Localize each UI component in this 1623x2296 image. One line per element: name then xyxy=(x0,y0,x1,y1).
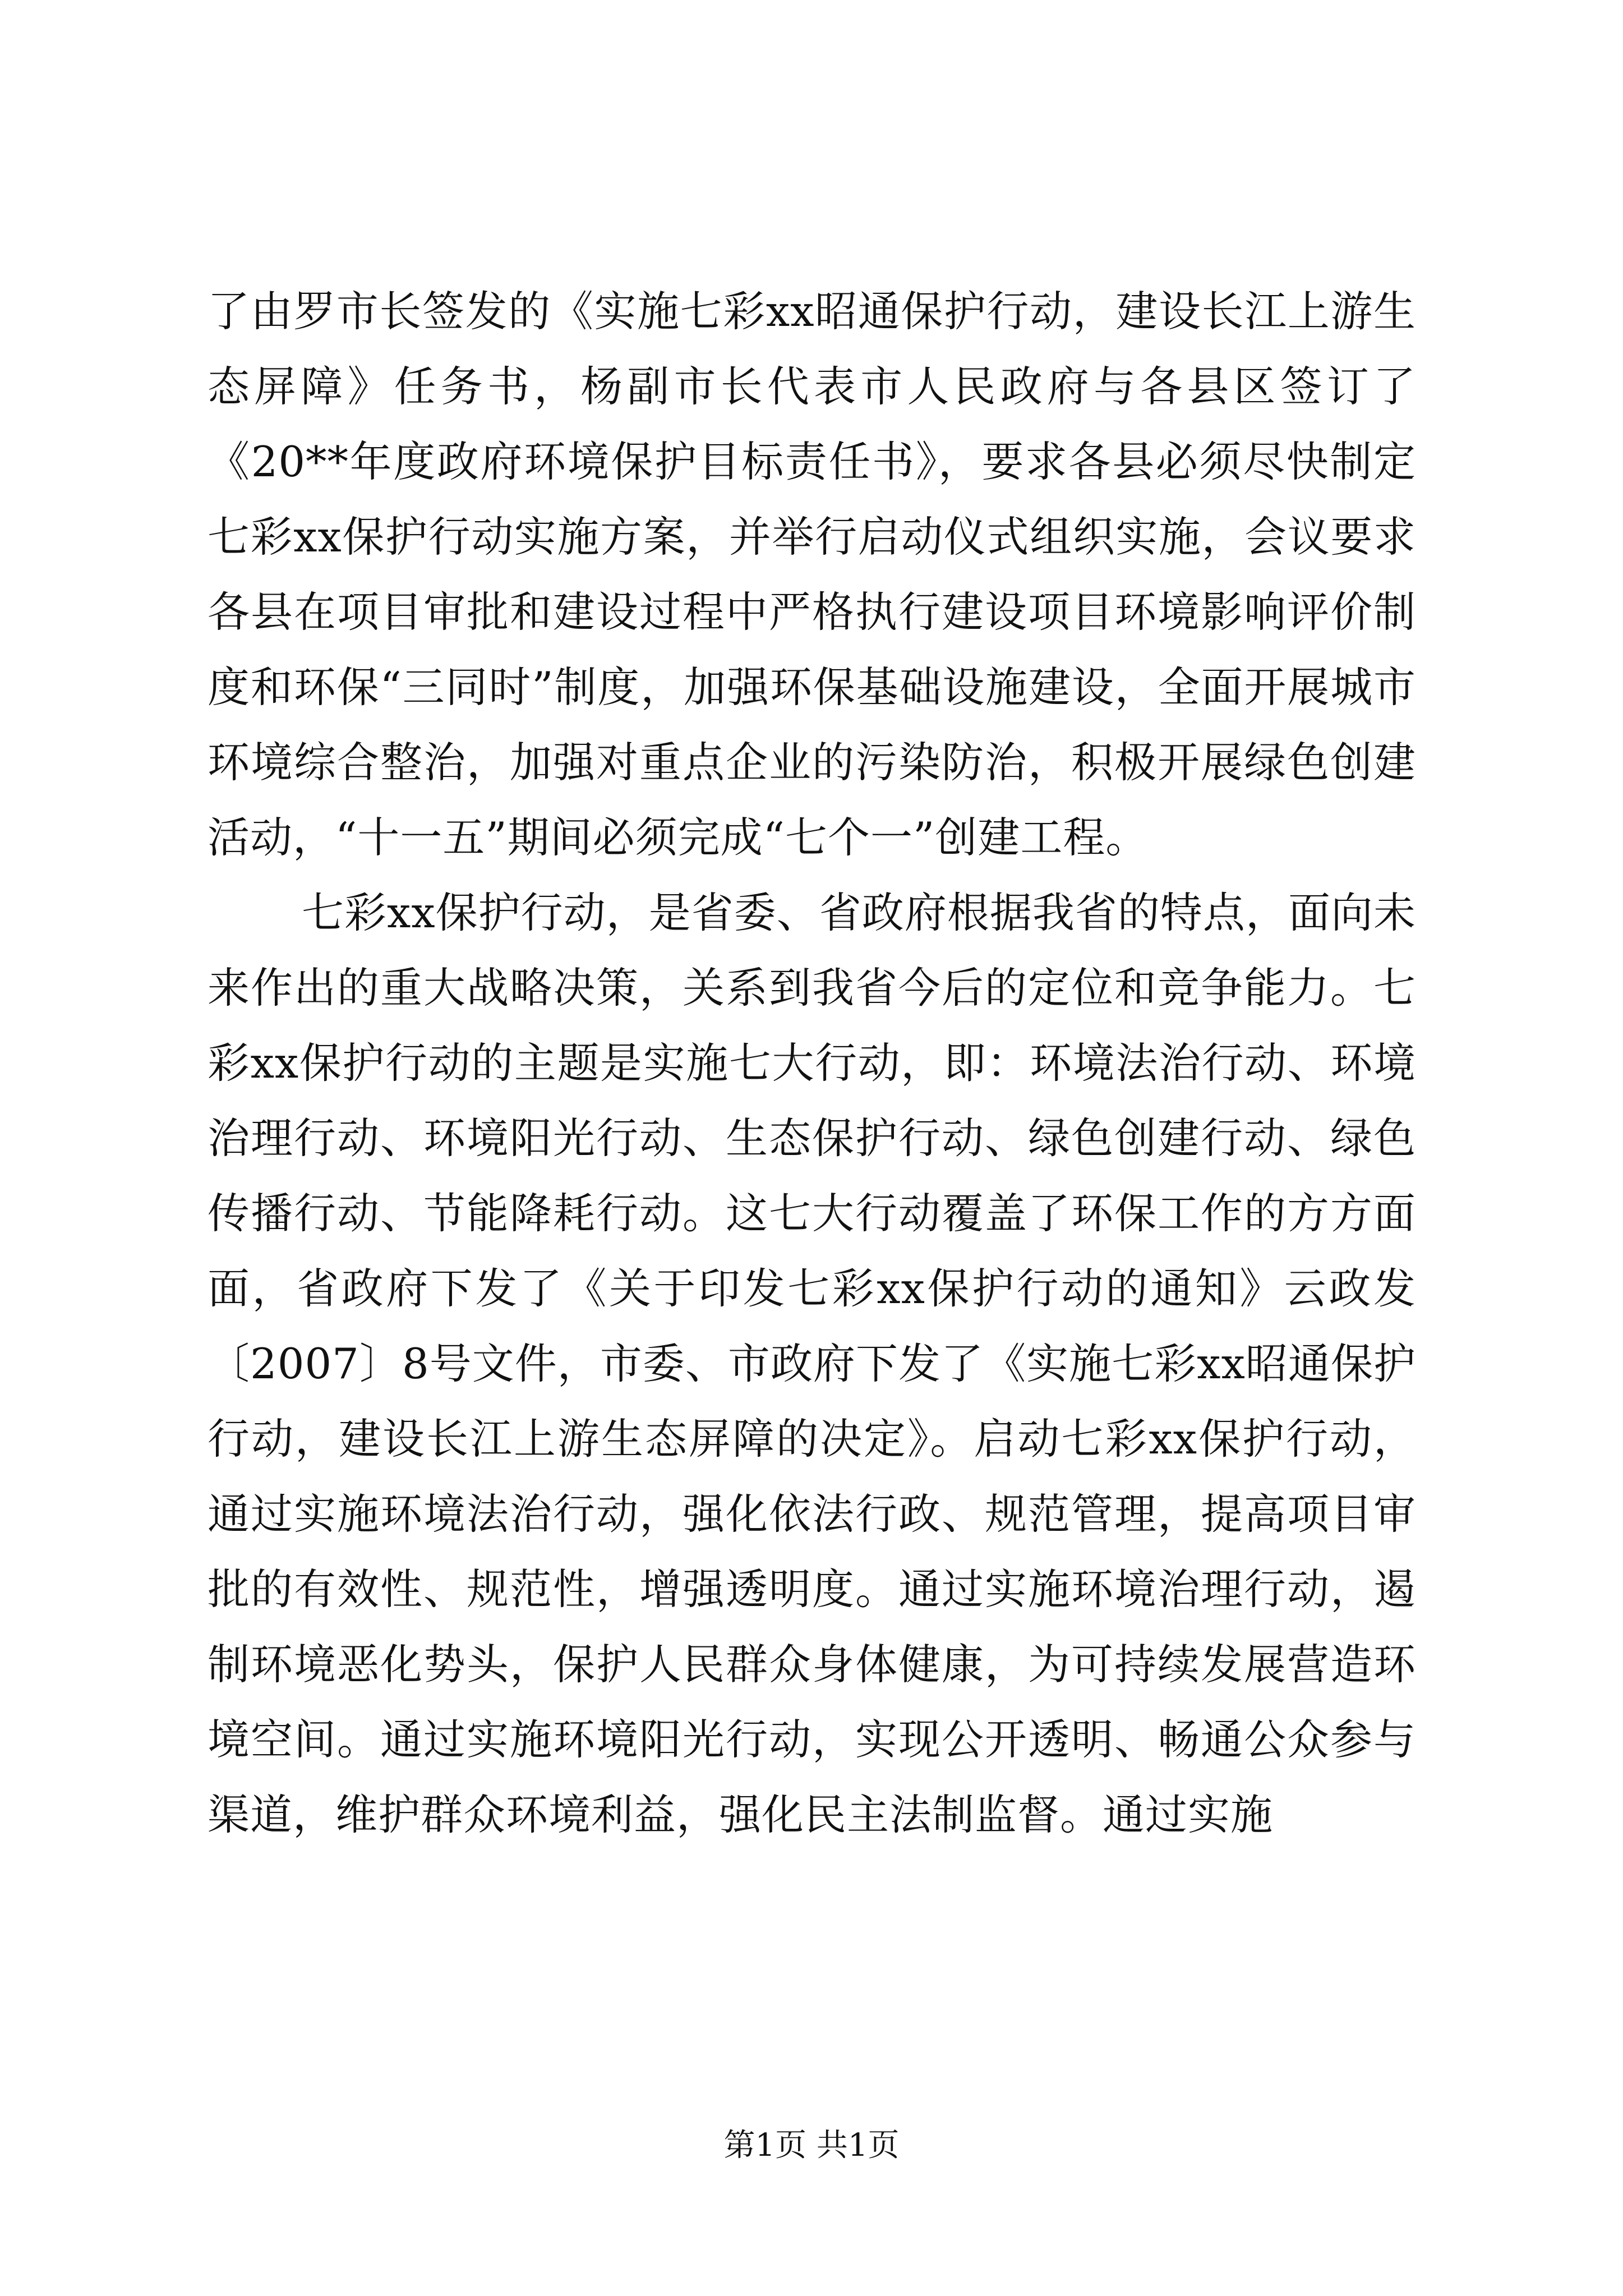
document-body xyxy=(208,274,1416,1852)
page-footer: 第1页 共1页 xyxy=(723,2127,900,2164)
body-paragraph-2: 七彩xx保护行动，是省委、省政府根据我省的特点，面向未来作出的重大战略决策，关系到我省今后的定位和竞争能力。七彩xx保护行动的主题是实施七大行动，即：环境法治行动、环境治理行动、环境阳光行动、生态保护行动、绿色创建行动、绿色传播行动、节能降耗行动。这七大行动覆盖了环保工作的方方面面，省政府下发了《关于印发七彩xx保护行动的通知》云政发〔2007〕8号文件，市委、市政府下发了《实施七彩xx昭通保护行动，建设长江上游生态屏障的决定》。启动七彩xx保护行动，通过实施环境法治行动，强化依法行政、规范管理，提高项目审批的有效性、规范性，增强透明度。通过实施环境治理行动，遏制环境恶化势头，保护人民群众身体健康，为可持续发展营造环境空间。通过实施环境阳光行动，实现公开透明、畅通公众参与渠道，维护群众环境利益，强化民主法制监督。通过实施 xyxy=(208,888,1416,1839)
body-paragraph-1: 了由罗市长签发的《实施七彩xx昭通保护行动，建设长江上游生态屏障》任务书，杨副市长代表市人民政府与各县区签订了《20**年度政府环境保护目标责任书》，要求各县必须尽快制定七彩xx保护行动实施方案，并举行启动仪式组织实施，会议要求各县在项目审批和建设过程中严格执行建设项目环境影响评价制度和环保“三同时”制度，加强环保基础设施建设，全面开展城市环境综合整治，加强对重点企业的污染防治，积极开展绿色创建活动，“十一五”期间必须完成“七个一”创建工程。 xyxy=(208,287,1416,862)
